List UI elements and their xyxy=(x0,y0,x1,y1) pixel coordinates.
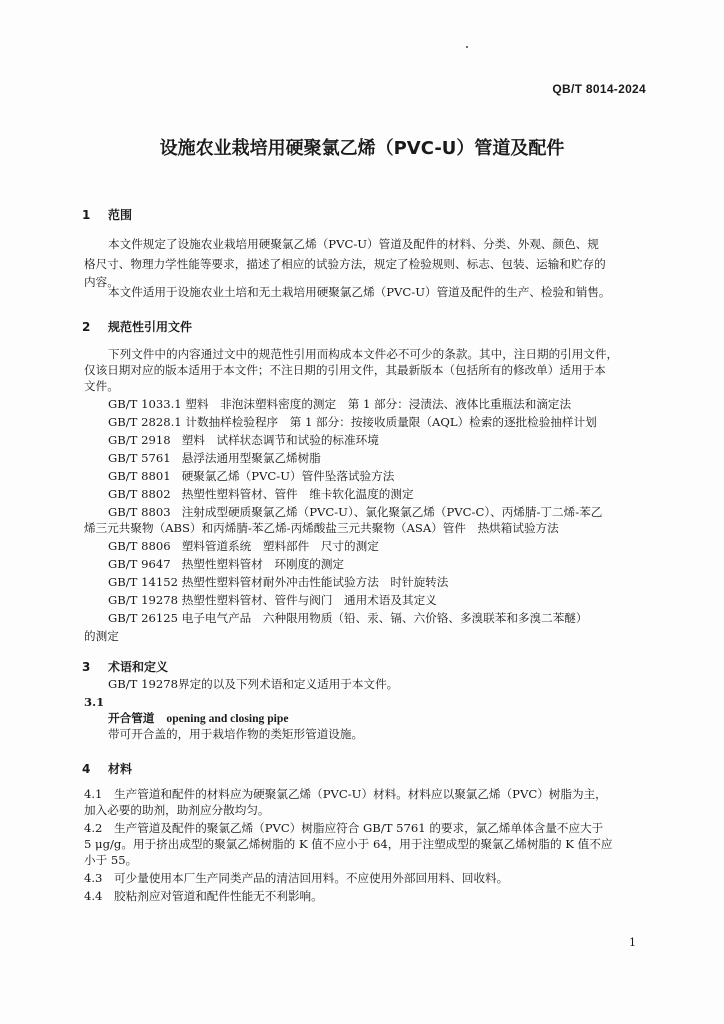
scope-line: 格尺寸、物理力学性能等要求，描述了相应的试验方法，规定了检验规则、标志、包装、运输和贮存的 xyxy=(84,257,606,271)
reference-code: GB/T 5761 xyxy=(108,451,171,465)
reference-code: GB/T 9647 xyxy=(108,557,171,571)
reference-item xyxy=(108,432,656,449)
clause-line: 4.1 生产管道和配件的材料应为硬聚氯乙烯（PVC-U）材料。材料应以聚氯乙烯（PVC）树脂为主， xyxy=(84,787,607,801)
document-title: 设施农业栽培用硬聚氯乙烯（PVC-U）管道及配件 xyxy=(159,138,565,159)
section-number: 2 xyxy=(82,320,91,334)
reference-title: 塑料 非泡沫塑料密度的测定 第 1 部分：浸渍法、液体比重瓶法和滴定法 xyxy=(185,397,572,411)
reference-item xyxy=(108,592,656,609)
clause-line: 小于 55。 xyxy=(84,853,138,867)
reference-code: GB/T 2918 xyxy=(108,433,171,447)
reference-code: GB/T 14152 xyxy=(108,575,178,589)
section-3-heading xyxy=(82,658,168,675)
reference-title: 热塑性塑料管材、管件 维卡软化温度的测定 xyxy=(181,487,414,501)
page-number: 1 xyxy=(629,936,636,949)
terms-intro: GB/T 19278界定的以及下列术语和定义适用于本文件。 xyxy=(108,677,399,691)
section-number: 3 xyxy=(82,660,91,674)
clause-line: 5 μg/g。用于挤出成型的聚氯乙烯树脂的 K 值不应小于 64，用于注塑成型的聚氯乙烯树脂的 K 值不应 xyxy=(84,837,613,851)
reference-item xyxy=(108,468,656,485)
reference-item xyxy=(108,414,656,431)
reference-code: GB/T 8803 xyxy=(108,505,171,519)
section-number: 4 xyxy=(82,762,91,776)
section-2-heading xyxy=(82,318,192,335)
term-english: opening and closing pipe xyxy=(166,712,289,725)
section-4-heading xyxy=(82,760,132,777)
clause-line: 4.3 可少量使用本厂生产同类产品的清洁回用料。不应使用外部回用料、回收料。 xyxy=(84,871,509,885)
reference-title: 塑料管道系统 塑料部件 尺寸的测定 xyxy=(181,539,379,553)
section-number: 1 xyxy=(82,208,91,222)
reference-item xyxy=(108,396,656,413)
reference-item xyxy=(108,450,656,467)
reference-code: GB/T 2828.1 xyxy=(108,415,182,429)
reference-item xyxy=(108,504,656,521)
reference-item xyxy=(108,486,656,503)
section-1-heading xyxy=(82,206,132,223)
reference-title: 注射成型硬质聚氯乙烯（PVC-U）、氯化聚氯乙烯（PVC-C）、丙烯腈-丁二烯-苯乙 xyxy=(181,505,603,519)
refs-intro-line: 仅该日期对应的版本适用于本文件；不注日期的引用文件，其最新版本（包括所有的修改单）适用于本 xyxy=(84,363,606,377)
section-title: 术语和定义 xyxy=(108,660,169,674)
reference-code: GB/T 8801 xyxy=(108,469,171,483)
reference-title: 电子电气产品 六种限用物质（铅、汞、镉、六价铬、多溴联苯和多溴二苯醚） xyxy=(181,611,588,625)
refs-intro-line: 下列文件中的内容通过文中的规范性引用而构成本文件必不可少的条款。其中，注日期的引用文件， xyxy=(108,347,619,361)
reference-title: 塑料 试样状态调节和试验的标准环境 xyxy=(181,433,379,447)
section-title: 材料 xyxy=(108,762,133,776)
reference-title: 热塑性塑料管材、管件与阀门 通用术语及其定义 xyxy=(181,593,437,607)
scope-line: 内容。 xyxy=(84,275,119,289)
clause-line: 4.4 胶粘剂应对管道和配件性能无不利影响。 xyxy=(84,889,323,903)
reference-title: 悬浮法通用型聚氯乙烯树脂 xyxy=(181,451,321,465)
section-title: 范围 xyxy=(108,208,133,222)
reference-code: GB/T 26125 xyxy=(108,611,178,625)
reference-code: GB/T 8806 xyxy=(108,539,171,553)
clause-line: 4.2 生产管道及配件的聚氯乙烯（PVC）树脂应符合 GB/T 5761 的要求，氯乙烯单体含量不应大于 xyxy=(84,821,604,835)
reference-item xyxy=(108,556,656,573)
reference-code: GB/T 1033.1 xyxy=(108,397,182,411)
reference-item xyxy=(108,538,656,555)
refs-intro-line: 文件。 xyxy=(84,379,119,393)
section-title: 规范性引用文件 xyxy=(108,320,193,334)
scope-applicability: 本文件适用于设施农业土培和无土栽培用硬聚氯乙烯（PVC-U）管道及配件的生产、检验和销售。 xyxy=(108,285,611,299)
reference-item xyxy=(108,610,656,627)
reference-continuation: 烯三元共聚物（ABS）和丙烯腈-苯乙烯-丙烯酸盐三元共聚物（ASA）管件 热烘箱试验方法 xyxy=(84,521,559,535)
scope-line: 本文件规定了设施农业栽培用硬聚氯乙烯（PVC-U）管道及配件的材料、分类、外观、颜色、规 xyxy=(108,237,599,251)
term-entry xyxy=(108,710,289,727)
reference-title: 热塑性塑料管材 环刚度的测定 xyxy=(181,557,345,571)
reference-title: 计数抽样检验程序 第 1 部分：按接收质量限（AQL）检索的逐批检验抽样计划 xyxy=(185,415,597,429)
reference-code: GB/T 8802 xyxy=(108,487,171,501)
reference-code: GB/T 19278 xyxy=(108,593,178,607)
scan-speck xyxy=(466,46,468,48)
term-chinese: 开合管道 xyxy=(108,711,155,725)
clause-line: 加入必要的助剂，助剂应分散均匀。 xyxy=(84,803,270,817)
term-number: 3.1 xyxy=(84,695,105,709)
reference-title: 硬聚氯乙烯（PVC-U）管件坠落试验方法 xyxy=(181,469,395,483)
reference-item xyxy=(108,574,656,591)
reference-continuation: 的测定 xyxy=(84,629,119,643)
term-definition: 带可开合盖的，用于栽培作物的类矩形管道设施。 xyxy=(108,727,364,741)
standard-code: QB/T 8014-2024 xyxy=(552,82,646,96)
reference-title: 热塑性塑料管材耐外冲击性能试验方法 时针旋转法 xyxy=(181,575,449,589)
